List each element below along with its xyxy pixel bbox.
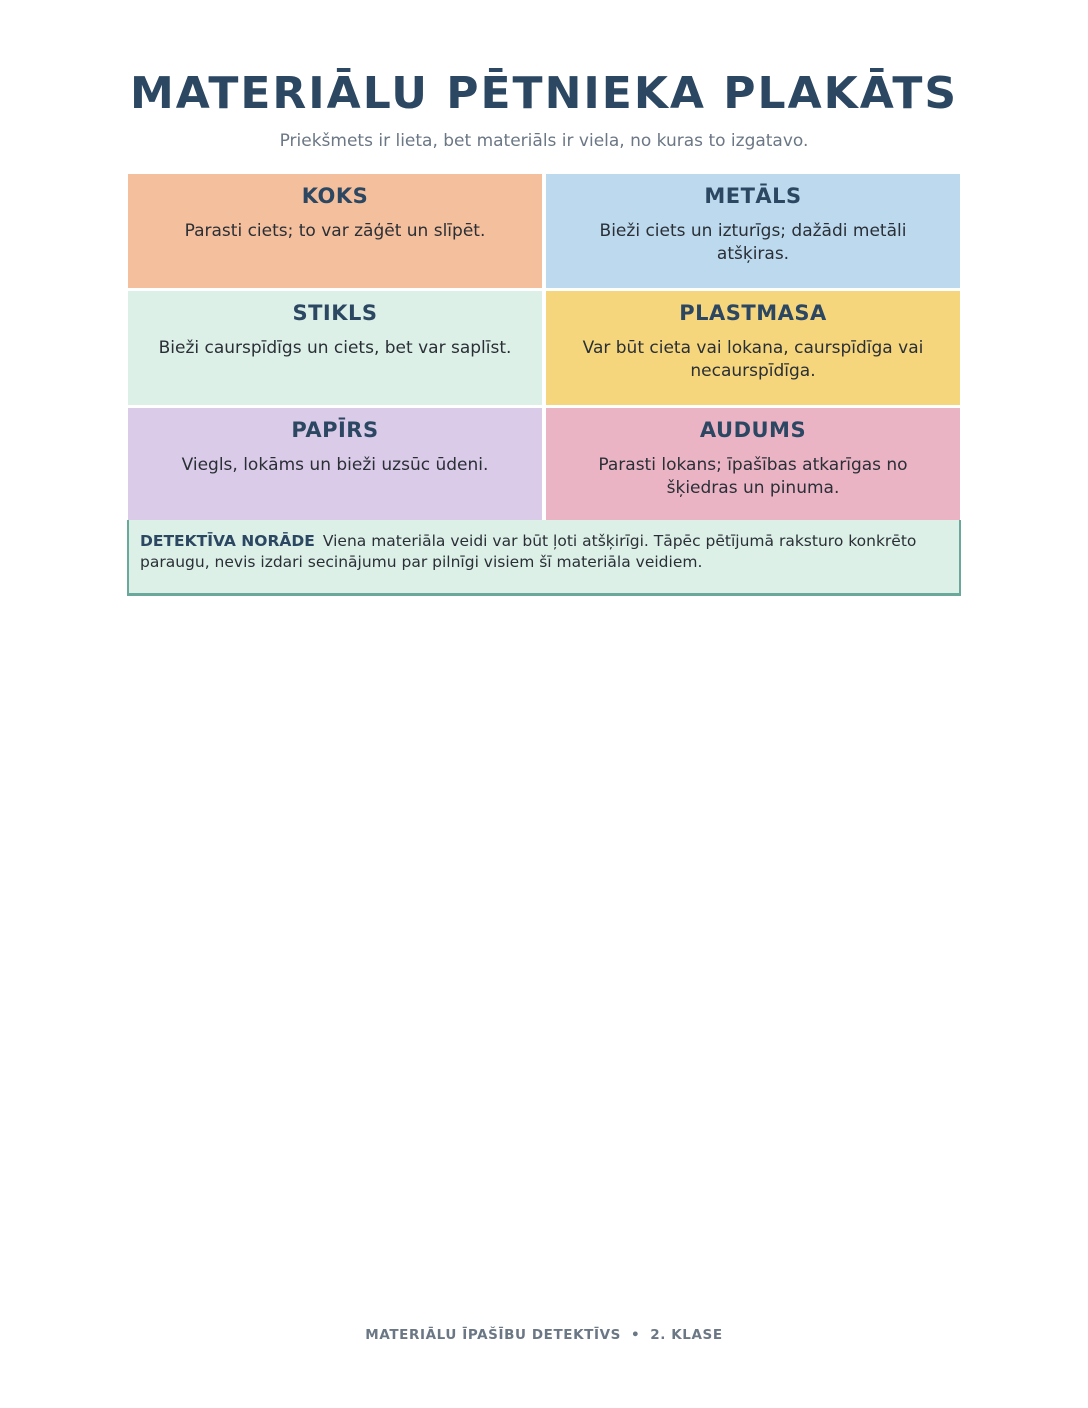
footer-course-title: MATERIĀLU ĪPAŠĪBU DETEKTĪVS xyxy=(365,1327,621,1343)
material-description: Parasti ciets; to var zāģēt un slīpēt. xyxy=(184,221,486,241)
material-title: AUDUMS xyxy=(699,418,807,442)
detective-hint-text: Viena materiāla veidi var būt ļoti atšķirīgi. Tāpēc pētījumā raksturo konkrēto paraugu, nevis izdari secinājumu par pilnīgi visiem šī materiāla veidiem. xyxy=(140,532,917,571)
detective-hint-box xyxy=(127,520,961,596)
material-title: METĀLS xyxy=(704,184,802,208)
page-subtitle: Priekšmets ir lieta, bet materiāls ir viela, no kuras to izgatavo. xyxy=(279,131,809,151)
material-description: Bieži caurspīdīgs un ciets, bet var saplīst. xyxy=(158,338,512,358)
footer-grade: 2. KLASE xyxy=(650,1327,723,1343)
material-description: Var būt cieta vai lokana, caurspīdīga vai necaurspīdīga. xyxy=(582,338,924,381)
material-card-plastic xyxy=(546,291,960,405)
material-description: Viegls, lokāms un bieži uzsūc ūdeni. xyxy=(181,455,489,475)
material-description: Parasti lokans; īpašības atkarīgas no šķiedras un pinuma. xyxy=(598,455,908,498)
material-card-paper xyxy=(128,408,542,522)
footer-separator: • xyxy=(630,1327,641,1343)
material-title: KOKS xyxy=(301,184,369,208)
page-title: MATERIĀLU PĒTNIEKA PLAKĀTS xyxy=(129,68,959,119)
material-card-wood xyxy=(128,174,542,288)
detective-hint-label: DETEKTĪVA NORĀDE xyxy=(140,532,315,550)
material-title: PAPĪRS xyxy=(291,418,379,442)
material-title: PLASTMASA xyxy=(679,301,827,325)
page-footer xyxy=(0,1327,1088,1343)
material-description: Bieži ciets un izturīgs; dažādi metāli atšķiras. xyxy=(599,221,907,264)
material-card-metal xyxy=(546,174,960,288)
materials-grid xyxy=(128,174,960,522)
material-title: STIKLS xyxy=(292,301,378,325)
material-card-fabric xyxy=(546,408,960,522)
material-card-glass xyxy=(128,291,542,405)
